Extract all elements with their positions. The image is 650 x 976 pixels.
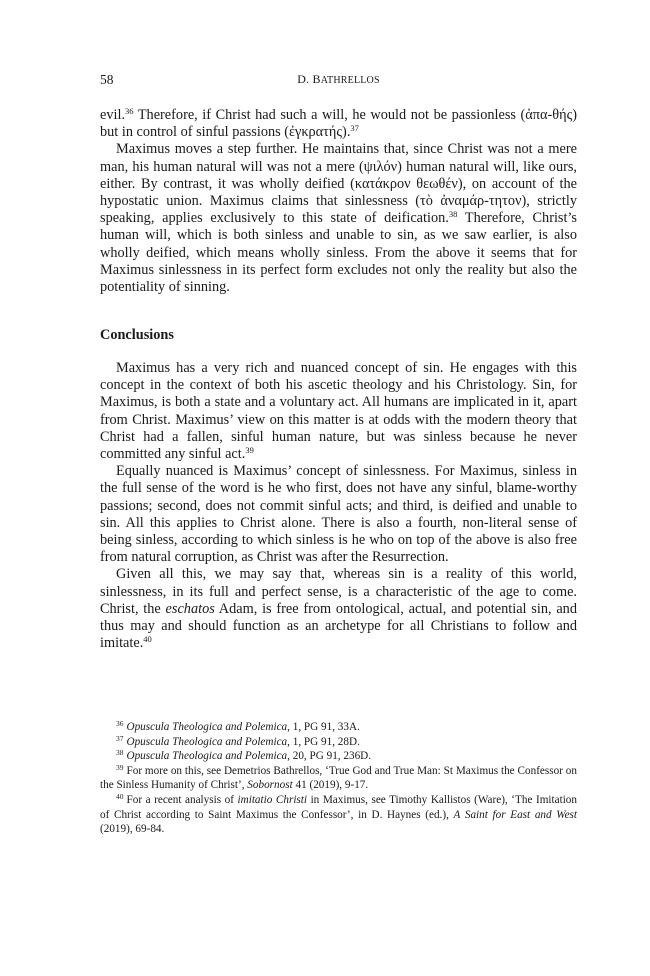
- body-text-conclusions: [100, 360, 577, 652]
- footnote-36: $^{36}$ Opuscula Theologica and Polemica, 1, PG 91, 33A.: [116, 719, 360, 733]
- footnote-ref-38: 38: [448, 209, 458, 220]
- footnotes: [100, 720, 577, 837]
- paragraph-given-all-this: Given all this, we may say that, whereas sin is a reality of this world, sinlessness, in its full and perfect sense, is a characteristic of the age to come. Christ, the eschatos Adam, is free from ontological, actual, and potential sin, and thus may and should function as an archetype for all Christians to follow and imitate.$^{40}$: [100, 566, 577, 652]
- footnote-ref-36: 36: [125, 106, 134, 116]
- footnote-ref-37: 37: [350, 123, 359, 134]
- paragraph-concept-of-sin: Maximus has a very rich and nuanced concept of sin. He engages with this concept in the context of both his ascetic theology and his Christology. Sin, for Maximus, is both a state and a voluntary act. All humans are implicated in it, apart from Christ. Maximus’ view on this matter is at odds with the modern theory that Christ had a fallen, sinful human nature, but was sinless because he never committed any sinful act.$^{39}$: [100, 360, 577, 463]
- paragraph-evil: evil.$^{36}$ Therefore, if Christ had such a will, he would not be passionless (ἀπα-θής) but in control of sinful passions (ἐγκρατής).$^{37}$: [100, 106, 577, 141]
- paragraph-step-further: Maximus moves a step further. He maintains that, since Christ was not a mere man, his human natural will was not a mere (ψιλόν) human natural will, like ours, either. By contrast, it was wholly deified (κατάκρον θεωθέν), on account of the hypostatic union. Maximus claims that sinlessness (τὸ ἀναμάρ-τητον), strictly speaking, applies exclusively to this state of deification.$^{38}$ Therefore, Christ’s human will, which is both sinless and unable to sin, as we saw earlier, is also wholly deified, which means wholly sinless. From the above it seems that for Maximus sinlessness in its perfect form excludes not only the reality but also the potentiality of sinning.: [100, 141, 577, 296]
- paragraph-sinlessness: Equally nuanced is Maximus’ concept of sinlessness. For Maximus, sinless in the full sense of the word is he who first, does not have any sinful, blame-worthy passions; second, does not commit sinful acts; and third, is deified and unable to sin. All this applies to Christ alone. There is also a fourth, non-literal sense of being sinless, according to which sinless is he who on top of the above is also free from natural corruption, as Christ was after the Resurrection.: [100, 463, 577, 566]
- running-head: D. BATHRELLOS: [297, 72, 380, 86]
- footnote-37: $^{37}$ Opuscula Theologica and Polemica, 1, PG 91, 28D.: [116, 733, 360, 748]
- footnote-39: $^{39}$ For more on this, see Demetrios Bathrellos, ‘True God and True Man: St Maximus the Confessor on the Sinless Humanity of Christ’, Sobornost 41 (2019), 9-17.: [100, 762, 577, 792]
- footnote-ref-40: 40: [143, 634, 152, 645]
- footnote-ref-39: 39: [245, 445, 254, 456]
- page-header: [100, 72, 577, 90]
- footnote-40: $^{40}$ For a recent analysis of imitatio Christi in Maximus, see Timothy Kallistos (Ware), ‘The Imitation of Christ according to Saint Maximus the Confessor’, in D. Haynes (ed.), A Saint for East and West (2019), 69-84.: [100, 791, 577, 836]
- footnote-38: $^{38}$ Opuscula Theologica and Polemica, 20, PG 91, 236D.: [116, 748, 372, 763]
- section-heading: Conclusions: [100, 327, 174, 343]
- page-number: 58: [100, 72, 114, 87]
- body-text-top: [100, 107, 577, 296]
